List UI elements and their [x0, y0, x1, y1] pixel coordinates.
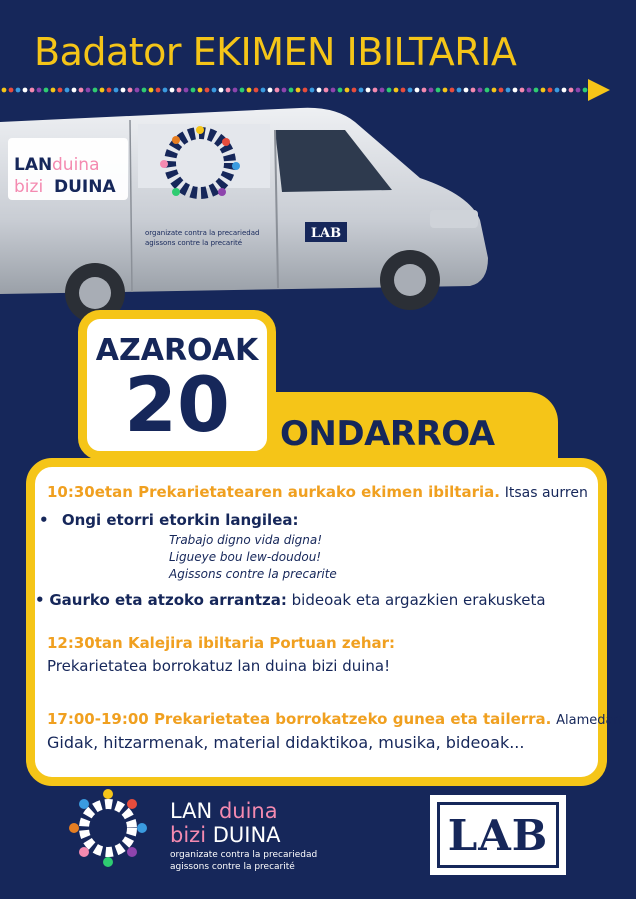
- footer-tagline-1: organizate contra la precariedad: [170, 850, 318, 860]
- header-dot: [44, 88, 49, 93]
- header-dot: [548, 88, 553, 93]
- header-dot: [121, 88, 126, 93]
- header-dot: [114, 88, 119, 93]
- program-item-1: 10:30etan Prekarietatearen aurkako ekimen ibiltaria. Itsas aurren: [47, 483, 588, 501]
- header-dot: [254, 88, 259, 93]
- header-dot: [16, 88, 21, 93]
- header-dot: [415, 88, 420, 93]
- header-dot: [464, 88, 469, 93]
- header-dot: [156, 88, 161, 93]
- header-dot: [331, 88, 336, 93]
- header-dot: [408, 88, 413, 93]
- lab-logo: [430, 795, 566, 875]
- header-dot: [436, 88, 441, 93]
- header-dot: [86, 88, 91, 93]
- svg-text:organizate contra la precaried: organizate contra la precariedad: [145, 229, 260, 237]
- header-dot: [107, 88, 112, 93]
- program-panel: [26, 458, 622, 786]
- header-dot: [2, 88, 7, 93]
- header-dot: [485, 88, 490, 93]
- header-dot: [345, 88, 350, 93]
- header-dot: [296, 88, 301, 93]
- header-dot: [289, 88, 294, 93]
- header-dot: [268, 88, 273, 93]
- header-dot: [534, 88, 539, 93]
- header-dot: [506, 88, 511, 93]
- greeting-line-3: Agissons contre la precarite: [169, 567, 337, 581]
- header-dot: [275, 88, 280, 93]
- svg-text:bizi: bizi: [14, 177, 44, 197]
- header-dot: [212, 88, 217, 93]
- greeting-line-1: Trabajo digno vida digna!: [169, 533, 323, 547]
- program-item-2: • Ongi etorri etorkin langilea:: [39, 511, 299, 529]
- header-dot: [219, 88, 224, 93]
- header-dot: [149, 88, 154, 93]
- header-dot: [478, 88, 483, 93]
- header-dot: [163, 88, 168, 93]
- date-day: 20: [124, 360, 230, 449]
- header-dot: [303, 88, 308, 93]
- date-month: AZAROAK: [95, 333, 259, 368]
- dotted-line: [0, 82, 590, 98]
- arrow-right-icon: [588, 79, 610, 101]
- header-dot: [576, 88, 581, 93]
- header-dot: [450, 88, 455, 93]
- header-dot: [233, 88, 238, 93]
- header-dot: [324, 88, 329, 93]
- header-dot: [422, 88, 427, 93]
- header-dot: [23, 88, 28, 93]
- header-dot: [338, 88, 343, 93]
- header-dot: [583, 88, 588, 93]
- header-dot: [135, 88, 140, 93]
- header-dot: [65, 88, 70, 93]
- header-dot: [58, 88, 63, 93]
- header-dot: [520, 88, 525, 93]
- footer-logo-line-2: bizi DUINA: [170, 823, 281, 847]
- bullet-icon: •: [39, 511, 49, 529]
- program-item-4-title: 12:30tan Kalejira ibiltaria Portuan zehar:: [47, 634, 396, 652]
- header-dot: [394, 88, 399, 93]
- header-dot: [184, 88, 189, 93]
- header-dot: [51, 88, 56, 93]
- program-item-4-desc: Prekarietatea borrokatuz lan duina bizi duina!: [47, 657, 391, 675]
- header-dot: [562, 88, 567, 93]
- header-dot: [457, 88, 462, 93]
- header-dot: [240, 88, 245, 93]
- header-dot: [30, 88, 35, 93]
- header-dot: [226, 88, 231, 93]
- header-dot: [177, 88, 182, 93]
- header-dot: [37, 88, 42, 93]
- header-dot: [555, 88, 560, 93]
- svg-text:agissons contre la precarité: agissons contre la precarité: [145, 239, 243, 247]
- header-dot: [247, 88, 252, 93]
- header-dot: [541, 88, 546, 93]
- header-dot: [310, 88, 315, 93]
- header-dot: [317, 88, 322, 93]
- bullet-icon: •: [35, 591, 45, 609]
- header-dot: [373, 88, 378, 93]
- header-dot: [443, 88, 448, 93]
- header-dot: [527, 88, 532, 93]
- lan-duina-logo-icon: [66, 786, 150, 870]
- header-dot: [79, 88, 84, 93]
- lab-logo-text: LAB: [447, 810, 549, 860]
- header-dot: [352, 88, 357, 93]
- svg-text:duina: duina: [52, 155, 100, 175]
- place-name: ONDARROA: [280, 414, 495, 454]
- svg-text:LAN: LAN: [14, 155, 53, 175]
- program-item-5-title: 17:00-19:00 Prekarietatea borrokatzeko gunea eta tailerra. Alamedan: [47, 710, 622, 728]
- header-dot: [569, 88, 574, 93]
- header-dot: [72, 88, 77, 93]
- header-dot: [429, 88, 434, 93]
- header-dot: [499, 88, 504, 93]
- header-dot: [380, 88, 385, 93]
- program-item-5-desc: Gidak, hitzarmenak, material didaktikoa, musika, bideoak...: [47, 733, 525, 752]
- header-dot: [100, 88, 105, 93]
- header-dot: [170, 88, 175, 93]
- van-illustration: [0, 100, 495, 322]
- svg-text:LAB: LAB: [310, 226, 342, 241]
- header-dot: [359, 88, 364, 93]
- poster-title: Badator EKIMEN IBILTARIA: [34, 30, 517, 74]
- header-dot: [198, 88, 203, 93]
- header-dot: [261, 88, 266, 93]
- header-dot: [401, 88, 406, 93]
- header-dot: [191, 88, 196, 93]
- header-dot: [128, 88, 133, 93]
- svg-text:DUINA: DUINA: [54, 177, 116, 197]
- header-dot: [387, 88, 392, 93]
- header-dot: [93, 88, 98, 93]
- header-dot: [366, 88, 371, 93]
- header-dot: [9, 88, 14, 93]
- footer-tagline-2: agissons contre la precarité: [170, 862, 295, 872]
- header-dot: [282, 88, 287, 93]
- greeting-line-2: Ligueye bou lew-doudou!: [169, 550, 322, 564]
- header-dot: [513, 88, 518, 93]
- footer-logo-line-1: LAN duina: [170, 799, 278, 823]
- header-dot: [492, 88, 497, 93]
- program-item-3: • Gaurko eta atzoko arrantza: bideoak eta argazkien erakusketa: [35, 591, 546, 609]
- date-box: [78, 310, 276, 460]
- header-dot: [205, 88, 210, 93]
- header-dot: [471, 88, 476, 93]
- header-dot: [142, 88, 147, 93]
